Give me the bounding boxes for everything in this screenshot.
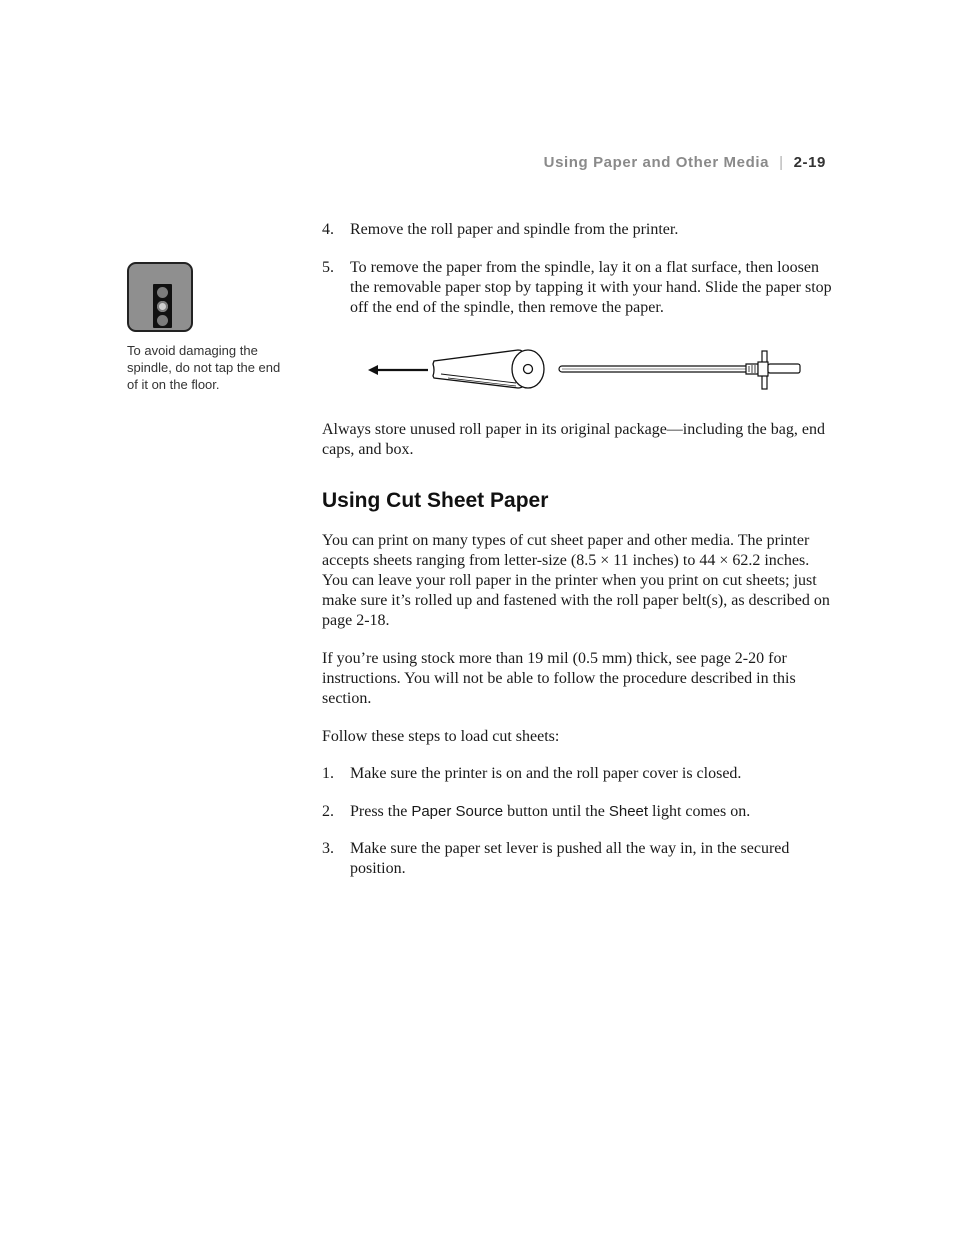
step-text: Make sure the printer is on and the roll paper cover is closed. <box>350 765 742 782</box>
step-number: 3. <box>322 840 334 857</box>
paragraph-2: If you’re using stock more than 19 mil (0.5 mm) thick, see page 2-20 for instructions. You will not be able to follow the procedure described in this section. <box>322 650 796 707</box>
spindle <box>559 351 800 389</box>
step-text: Make sure the paper set lever is pushed all the way in, in the secured position. <box>350 840 790 877</box>
paragraph-1: You can print on many types of cut sheet paper and other media. The printer accepts sheets ranging from letter-size (8.5 × 11 inches) to 44 × 62.2 inches. You can leave your roll paper in the printer when you print on cut sheets; just make sure it’s rolled up and fastened with the roll paper belt(s), as described on page 2-18. <box>322 532 830 629</box>
storage-note-block <box>322 420 832 460</box>
page-number: 2-19 <box>793 154 826 171</box>
step-number: 1. <box>322 765 334 782</box>
caution-note: To avoid damaging the spindle, do not tap the end of it on the floor. <box>127 343 281 392</box>
step-text <box>350 802 832 822</box>
step-text-post: light comes on. <box>648 803 751 820</box>
paragraph-3-block <box>322 727 832 747</box>
step-5 <box>322 258 832 318</box>
step-number: 5. <box>322 259 334 276</box>
step-4 <box>322 220 832 240</box>
paper-roll <box>433 350 544 388</box>
indicator-light-middle <box>157 301 168 312</box>
arrow-left-icon <box>368 365 428 375</box>
step-number: 2. <box>322 803 334 820</box>
caution-light-icon <box>127 262 193 332</box>
paragraph-1-block <box>322 531 832 631</box>
header-separator: | <box>779 154 784 171</box>
caution-light-strip <box>153 284 172 328</box>
paragraph-2-block <box>322 649 832 709</box>
section-title: Using Paper and Other Media <box>543 154 770 171</box>
step-2 <box>322 802 832 822</box>
section-heading: Using Cut Sheet Paper <box>322 489 549 512</box>
step-1 <box>322 764 832 784</box>
step-text: Remove the roll paper and spindle from the printer. <box>350 221 679 238</box>
indicator-light-bottom <box>157 315 168 326</box>
step-text: To remove the paper from the spindle, lay it on a flat surface, then loosen the removable paper stop by tapping it with your hand. Slide the paper stop off the end of the spindle, then remove the paper. <box>350 259 832 316</box>
step-number: 4. <box>322 221 334 238</box>
sheet-light-label: Sheet <box>608 803 649 820</box>
paper-source-button-label: Paper Source <box>411 803 504 820</box>
running-header <box>544 154 826 171</box>
step-text-pre: Press the <box>350 803 412 820</box>
step-text-mid: button until the <box>503 803 609 820</box>
paragraph-3: Follow these steps to load cut sheets: <box>322 728 560 745</box>
indicator-light-top <box>157 287 168 298</box>
spindle-illustration <box>366 344 806 394</box>
step-3 <box>322 839 832 879</box>
storage-note: Always store unused roll paper in its original package—including the bag, end caps, and box. <box>322 421 825 458</box>
